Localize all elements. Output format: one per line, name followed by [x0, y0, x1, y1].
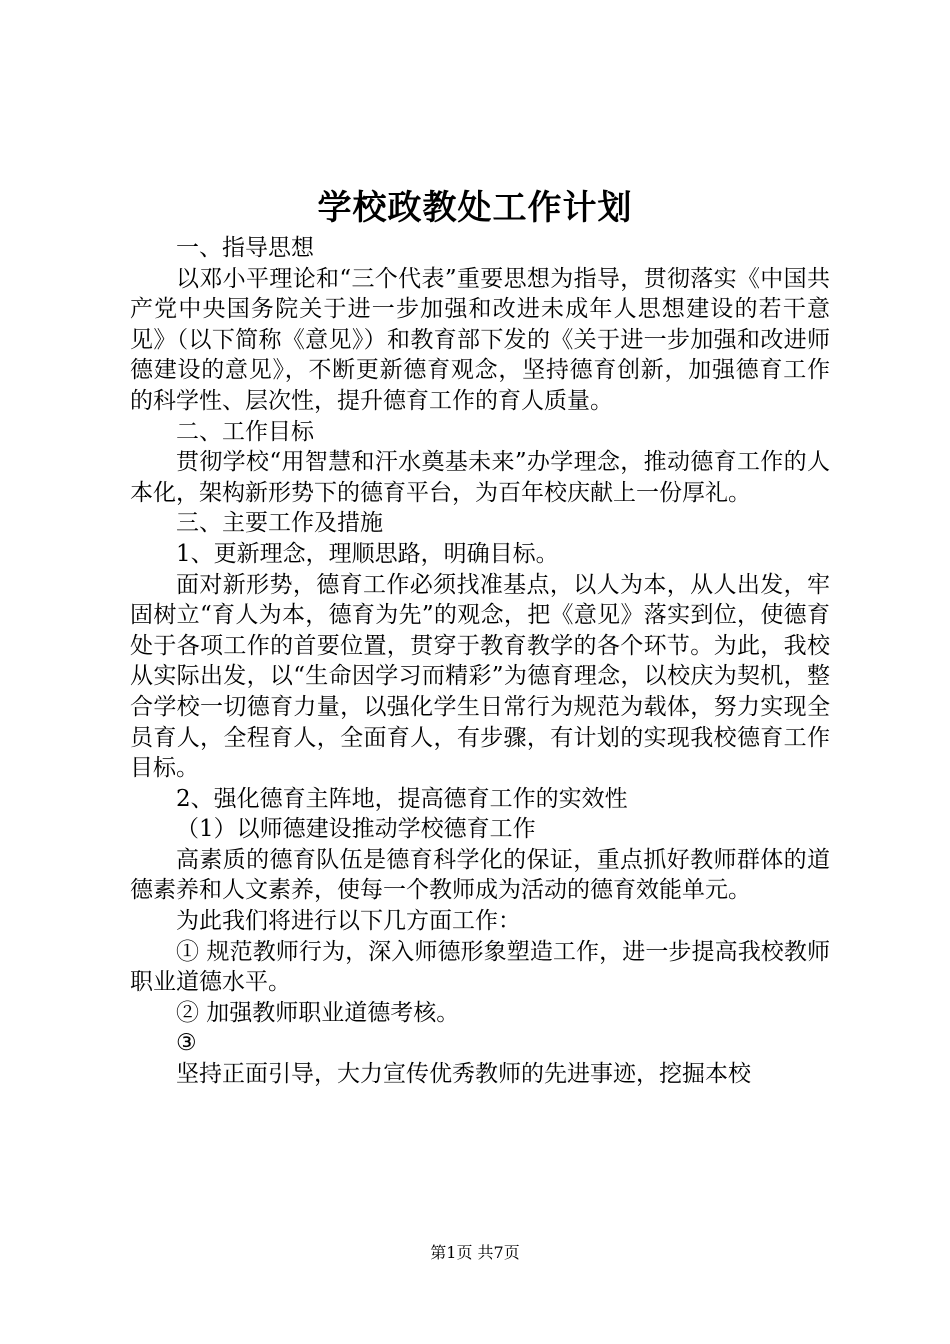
list-item: ① 规范教师行为，深入师德形象塑造工作，进一步提高我校教师职业道德水平。	[130, 938, 830, 996]
heading-work-goals: 二、工作目标	[176, 418, 314, 445]
heading-main-work: 三、主要工作及措施	[176, 510, 383, 537]
paragraph: 贯彻学校“用智慧和汗水奠基未来”办学理念，推动德育工作的人本化，架构新形势下的德育平台，为百年校庆献上一份厚礼。	[130, 449, 830, 506]
document-body	[130, 233, 830, 1090]
paragraph: 为此我们将进行以下几方面工作：	[176, 908, 521, 935]
heading-guiding-thought: 一、指导思想	[176, 235, 314, 261]
paragraph: 面对新形势，德育工作必须找准基点，以人为本，从人出发，牢固树立“育人为本，德育为先”的观念，把《意见》落实到位，使德育处于各项工作的首要位置，贯穿于教育教学的各个环节。为此，我校从实际出发，以“生命因学习而精彩”为德育理念，以校庆为契机，整合学校一切德育力量，以强化学生日常行为规范为载体，努力实现全员育人，全程育人，全面育人，有步骤，有计划的实现我校德育工作目标。	[130, 571, 830, 782]
list-item: ③	[176, 1030, 197, 1057]
list-item: ② 加强教师职业道德考核。	[176, 999, 460, 1026]
paragraph: 高素质的德育队伍是德育科学化的保证，重点抓好教师群体的道德素养和人文素养，使每一个教师成为活动的德育效能单元。	[130, 846, 830, 904]
subheading: （1）以师德建设推动学校德育工作	[176, 816, 536, 843]
paragraph: 坚持正面引导，大力宣传优秀教师的先进事迹，挖掘本校	[176, 1061, 751, 1088]
subheading: 2、强化德育主阵地，提高德育工作的实效性	[176, 785, 628, 812]
page-footer: 第1页 共7页	[430, 1243, 520, 1262]
subheading: 1、更新理念，理顺思路，明确目标。	[176, 540, 559, 567]
document-title: 学校政教处工作计划	[317, 188, 633, 228]
paragraph: 以邓小平理论和“三个代表”重要思想为指导，贯彻落实《中国共产党中央国务院关于进一步加强和改进未成年人思想建设的若干意见》（以下简称《意见》）和教育部下发的《关于进一步加强和改进师德建设的意见》，不断更新德育观念，坚持德育创新，加强德育工作的科学性、层次性，提升德育工作的育人质量。	[130, 265, 830, 414]
